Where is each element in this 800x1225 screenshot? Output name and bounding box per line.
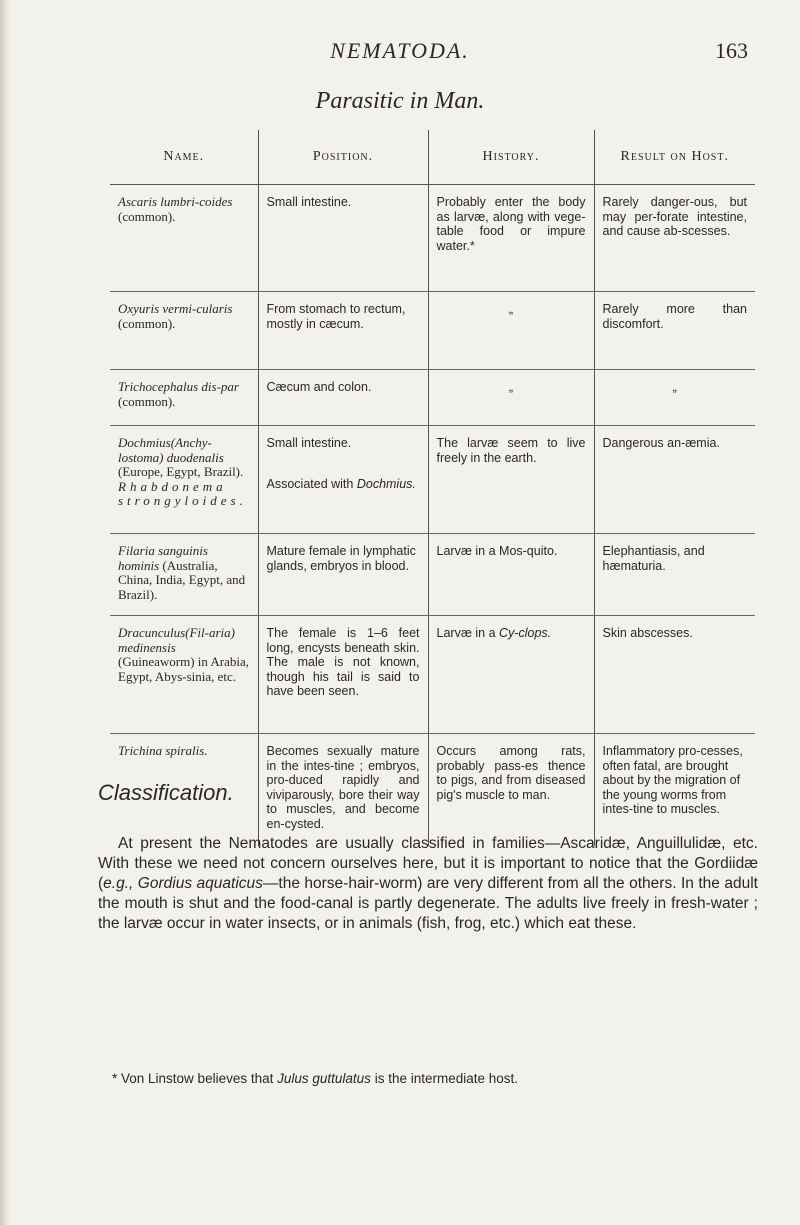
cell-position: Becomes sexually mature in the intes-tine ; embryos, pro-duced rapidly and viviparously, bore their way to muscles, and become en-cysted.: [258, 734, 428, 846]
column-header-position: Position.: [258, 130, 428, 185]
cell-name: [110, 370, 258, 426]
table-row: [110, 370, 755, 426]
cell-name: [110, 616, 258, 734]
paragraph-part-2: —the horse-hair-worm) are very different from all the others. In the adult the mouth is shut and the food-canal is partly degenerate. The adults live freely in fresh-water ; the larvæ occur in water insects, or in animals (fish, frog, etc.) which eat these.: [98, 874, 758, 932]
cell-position: Mature female in lymphatic glands, embryos in blood.: [258, 534, 428, 616]
paragraph-example: e.g., Gordius aquaticus: [103, 874, 263, 892]
cell-history: Probably enter the body as larvæ, along with vege-table food or impure water.*: [428, 185, 594, 292]
cell-result: Dangerous an-æmia.: [594, 426, 755, 534]
page-number: 163: [715, 38, 748, 63]
species-note: (common).: [118, 208, 176, 224]
cell-result: „: [594, 370, 755, 426]
table-row: [110, 185, 755, 292]
species-note: (common).: [118, 393, 176, 409]
footnote-prefix: * Von Linstow believes that: [112, 1071, 274, 1086]
footnote-latin: Julus guttulatus: [277, 1071, 371, 1086]
cell-history: The larvæ seem to live freely in the earth.: [428, 426, 594, 534]
cell-history: Larvæ in a Mos-quito.: [428, 534, 594, 616]
cell-history: Occurs among rats, probably pass-es thence to pigs, and from diseased pig's muscle to man.: [428, 734, 594, 846]
position-text-secondary: [267, 477, 420, 492]
table-row: [110, 616, 755, 734]
position-latin: Dochmius.: [356, 476, 416, 491]
cell-result: Rarely danger-ous, but may per-forate intestine, and cause ab-scesses.: [594, 185, 755, 292]
cell-history: „: [428, 370, 594, 426]
species-name: Ascaris lumbri-coides: [118, 194, 233, 209]
cell-result: Elephantiasis, and hæmaturia.: [594, 534, 755, 616]
running-head: [0, 38, 800, 68]
parasite-table-wrapper: [110, 130, 755, 846]
species-note: (Europe, Egypt, Brazil).: [118, 464, 244, 479]
classification-heading: Classification.: [98, 780, 234, 805]
species-name: Trichocephalus dis-par: [118, 379, 239, 394]
cell-history: [428, 616, 594, 734]
cell-position: The female is 1–6 feet long, encysts beneath skin. The male is not known, though his tail is said to have been seen.: [258, 616, 428, 734]
history-latin: Cy-clops.: [499, 626, 552, 640]
cell-position: Cæcum and colon.: [258, 370, 428, 426]
table-row: [110, 426, 755, 534]
species-note: (Guineaworm) in Arabia, Egypt, Abys-sinia, etc.: [118, 654, 250, 684]
cell-name: [110, 185, 258, 292]
position-text: Small intestine.: [266, 436, 352, 450]
species-name: Dracunculus(Fil-aria) medinensis: [118, 625, 235, 655]
classification-paragraph: [98, 834, 758, 934]
species-note: (Australia, China, India, Egypt, and Brazil).: [118, 557, 246, 602]
footnote-suffix: is the intermediate host.: [374, 1071, 519, 1086]
cell-position: [258, 426, 428, 534]
page-spine-shadow: [0, 0, 10, 1225]
column-header-result: Result on Host.: [594, 130, 755, 185]
species-name-secondary: Rhabdonema strongyloides.: [118, 478, 247, 508]
cell-name: [110, 292, 258, 370]
cell-result: Rarely more than discomfort.: [594, 292, 755, 370]
running-title: NEMATODA.: [330, 38, 470, 63]
species-name: Trichina spiralis.: [118, 743, 208, 758]
cell-name: [110, 534, 258, 616]
cell-name: [110, 426, 258, 534]
table-row: [110, 292, 755, 370]
cell-result: Skin abscesses.: [594, 616, 755, 734]
cell-result: Inflammatory pro-cesses, often fatal, are brought about by the migration of the young worms from intes-tine to muscles.: [594, 734, 755, 846]
parasite-table: [110, 130, 755, 846]
position-prefix: Associated with: [266, 476, 354, 491]
species-name: Dochmius(Anchy-lostoma) duodenalis: [118, 435, 224, 465]
column-header-history: History.: [428, 130, 594, 185]
cell-position: From stomach to rectum, mostly in cæcum.: [258, 292, 428, 370]
table-header-row: [110, 130, 755, 185]
spacer: [267, 451, 420, 477]
cell-position: Small intestine.: [258, 185, 428, 292]
species-name: Oxyuris vermi-cularis: [118, 301, 233, 316]
species-name: Filaria sanguinis hominis: [118, 543, 208, 573]
cell-history: „: [428, 292, 594, 370]
table-row: [110, 534, 755, 616]
history-prefix: Larvæ in a: [436, 626, 496, 640]
footnote: [112, 1070, 772, 1087]
paragraph-part-1: At present the Nematodes are usually classified in families—Ascaridæ, Anguillulidæ, etc. With these we need not concern ourselves here, but it is important to notice that the Gordiidæ (: [98, 834, 758, 892]
column-header-name: Name.: [110, 130, 258, 185]
table-title: Parasitic in Man.: [315, 88, 485, 114]
species-note: (common).: [118, 315, 176, 331]
